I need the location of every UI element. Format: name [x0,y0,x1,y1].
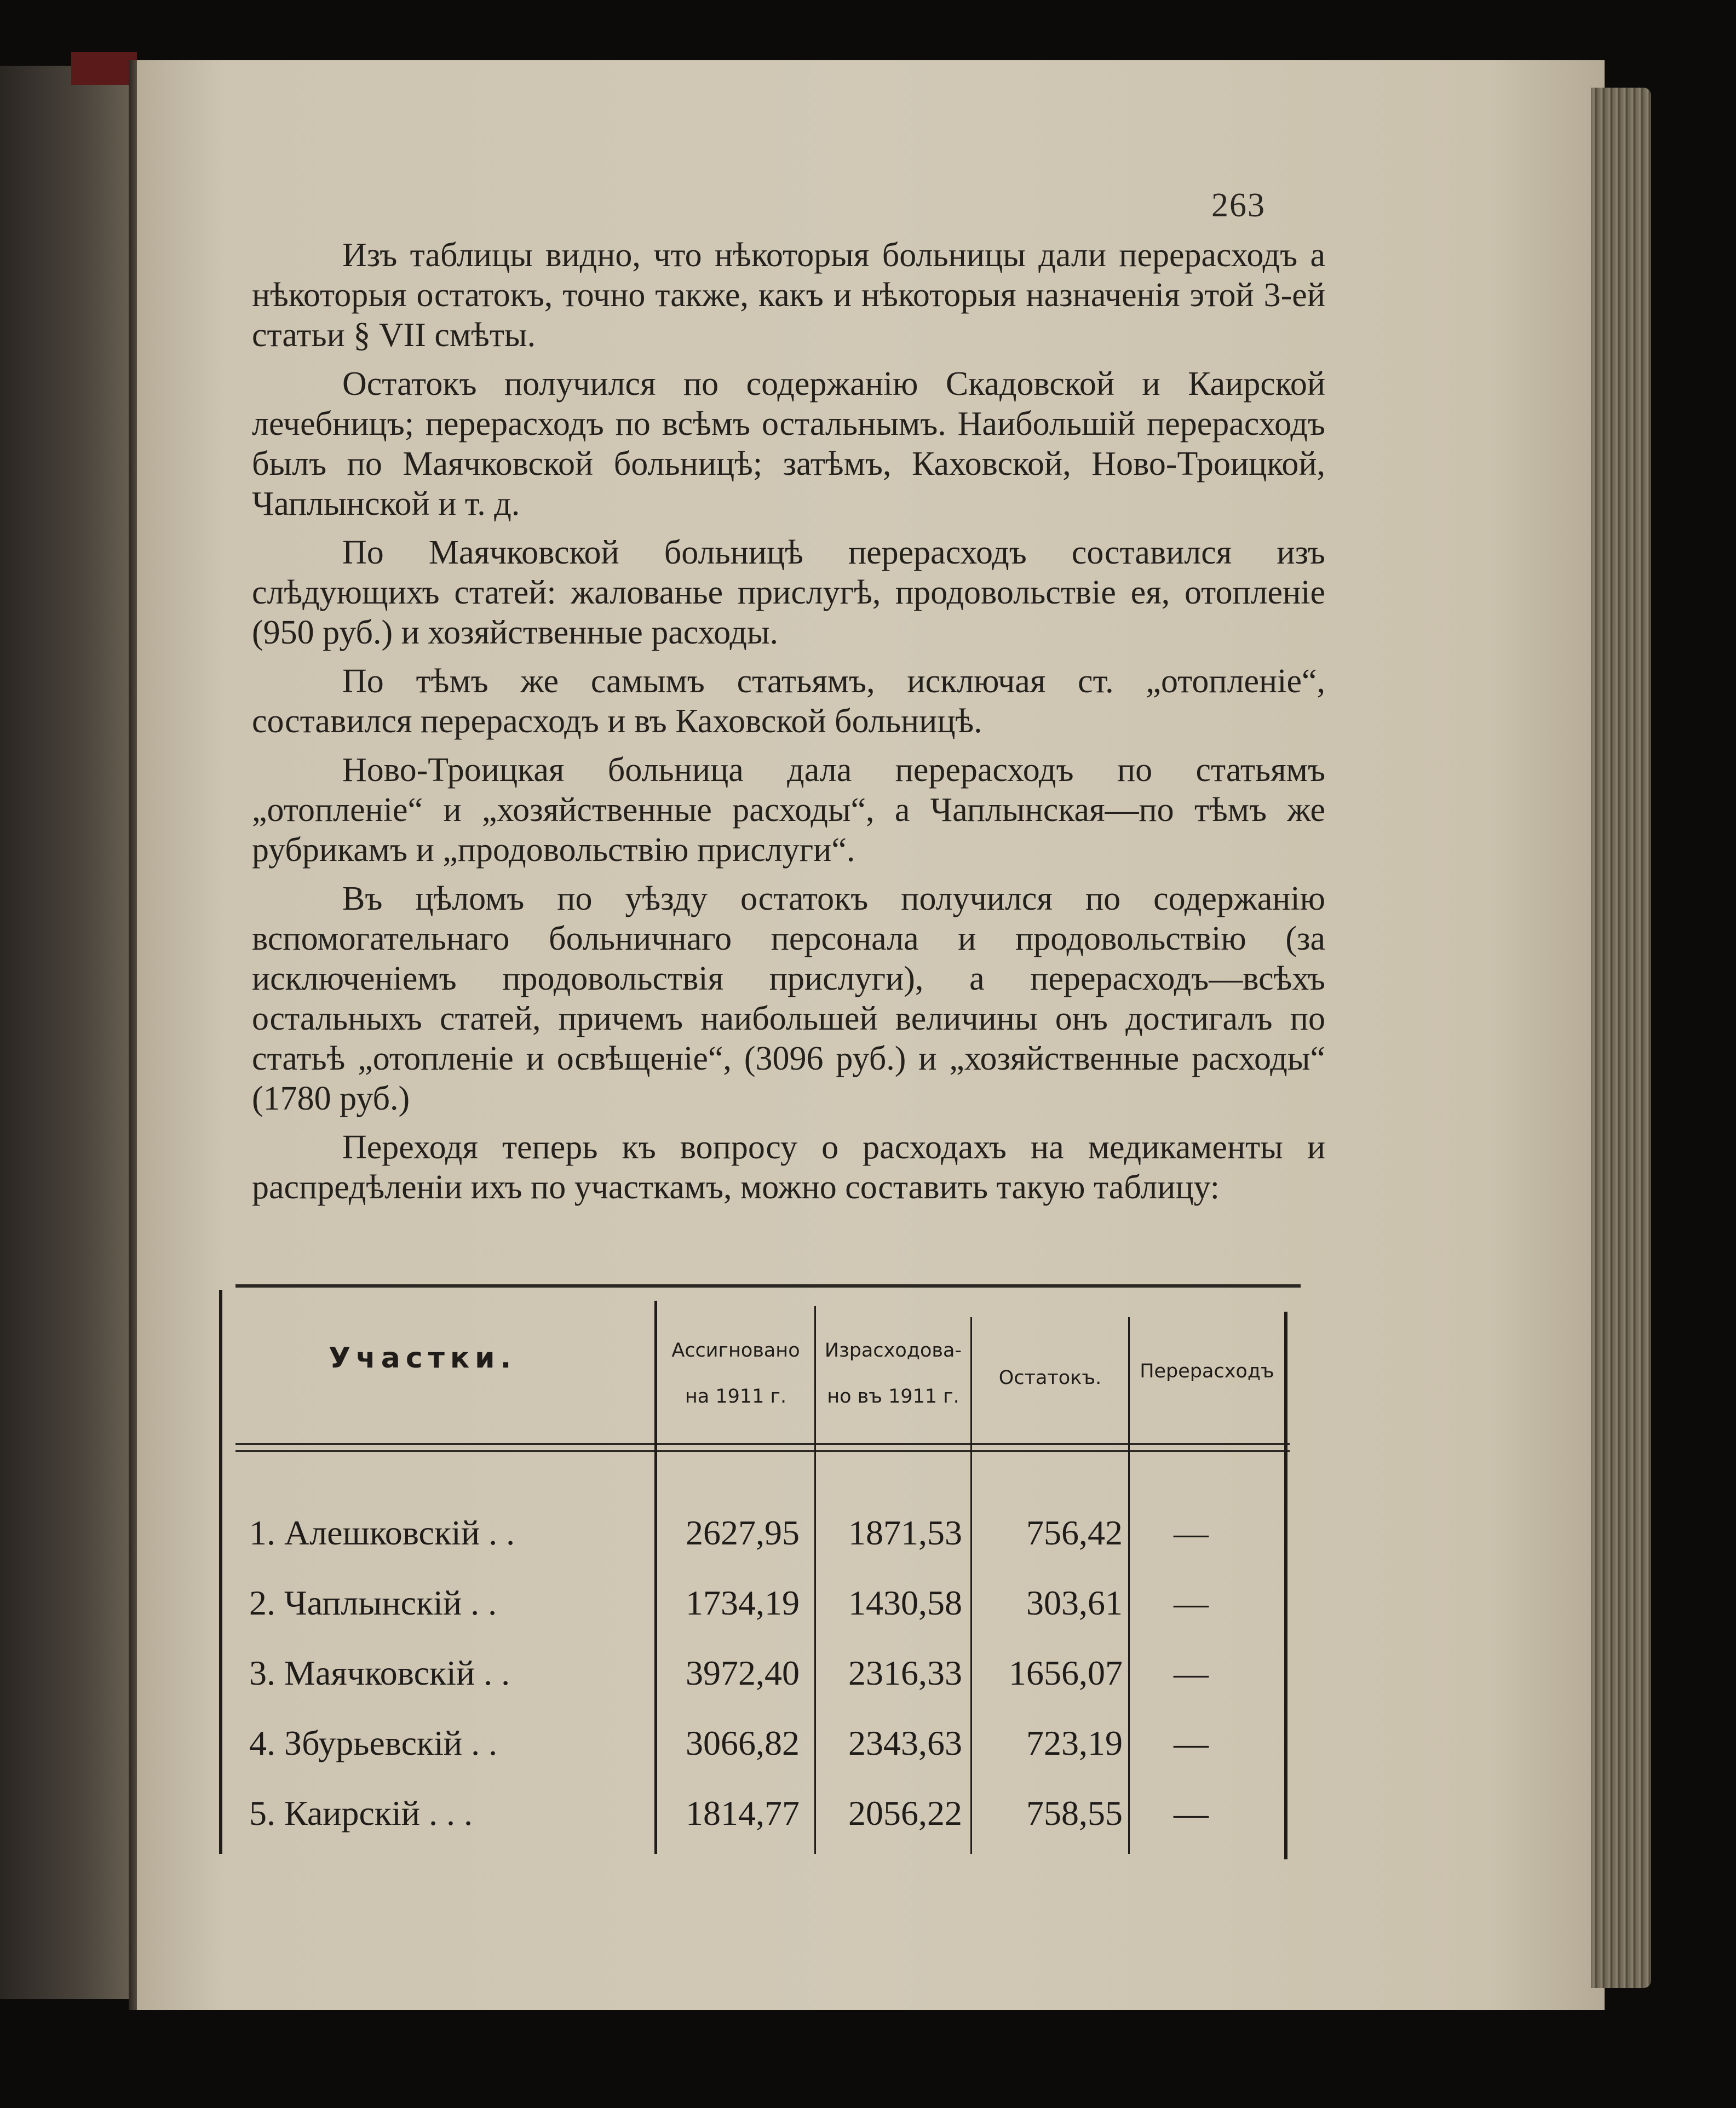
row-overspend: — [1174,1513,1209,1552]
row-spent: 2343,63 [848,1724,962,1762]
row-spent: 1430,58 [848,1583,962,1622]
table-row [219,1778,1298,1848]
paragraph: По Маячковской больницѣ перерасходъ составился изъ слѣдующихъ статей: жалованье прислугѣ, продовольствіе ея, отопленіе (950 руб.) и хозяйственные расходы. [252,534,1325,651]
row-assigned: 3066,82 [686,1724,800,1762]
paragraph: Остатокъ получился по содержанію Скадовской и Каирской лечебницъ; перерасходъ по всѣмъ остальнымъ. Наибольшій перерасходъ былъ по Маячковской больницѣ; затѣмъ, Каховской, Ново-Троицкой, Чаплынской и т. д. [252,365,1325,522]
row-overspend: — [1174,1583,1209,1622]
row-remainder: 1656,07 [1009,1653,1123,1692]
row-remainder: 758,55 [1026,1794,1123,1833]
paragraph: Ново-Троицкая больница дала перерасходъ по статьямъ „отопленіе“ и „хозяйственные расходы“, а Чаплынская—по тѣмъ же рубрикамъ и „продовольствію прислуги“. [252,751,1325,869]
header-assigned-line1: Ассигновано [671,1340,800,1362]
row-assigned: 3972,40 [686,1653,800,1692]
table-row [219,1568,1298,1638]
row-district: 3. Маячковскій . . [249,1653,510,1692]
row-remainder: 303,61 [1026,1583,1123,1622]
left-page-edge [0,66,137,1999]
paragraph: Въ цѣломъ по уѣзду остатокъ получился по содержанію вспомогательнаго больничнаго персонала и продовольствію (за исключеніемъ продовольствія прислуги), а перерасходъ—всѣхъ остальныхъ статей, причемъ наибольшей величины онъ достигалъ по статьѣ „отопленіе и освѣщеніе“, (3096 руб.) и „хозяйственные расходы“ (1780 руб.) [252,880,1325,1117]
body-text [252,236,1325,1216]
header-assigned [657,1334,814,1414]
table-row [219,1708,1298,1778]
page-stack-edges [1591,88,1651,1988]
book-cover-edge [71,52,137,85]
row-district: 5. Каирскій . . . [249,1794,473,1833]
row-remainder: 756,42 [1026,1513,1123,1552]
row-overspend: — [1174,1794,1209,1833]
header-spent [816,1334,970,1414]
medicaments-table [219,1284,1298,1854]
row-spent: 2316,33 [848,1653,962,1692]
table-row [219,1638,1298,1708]
table-header-rule [235,1443,1290,1445]
row-assigned: 2627,95 [686,1513,800,1552]
row-assigned: 1814,77 [686,1794,800,1833]
header-districts: Участки. [329,1342,517,1375]
row-remainder: 723,19 [1026,1724,1123,1762]
paragraph: По тѣмъ же самымъ статьямъ, исключая ст. „отопленіе“, составился перерасходъ и въ Каховской больницѣ. [252,663,1325,740]
row-assigned: 1734,19 [686,1583,800,1622]
table-top-rule [235,1284,1301,1288]
header-overspend: Перерасходъ [1140,1360,1274,1382]
row-spent: 1871,53 [848,1513,962,1552]
table-header-rule-2 [235,1450,1290,1452]
table-row [219,1498,1298,1568]
header-spent-line1: Израсходова- [824,1340,962,1362]
paragraph: Изъ таблицы видно, что нѣкоторыя больницы дали перерасходъ а нѣкоторыя остатокъ, точно также, какъ и нѣкоторыя назначенія этой 3-ей статьи § VII смѣты. [252,237,1325,354]
row-district: 2. Чаплынскій . . [249,1583,497,1622]
page-number: 263 [1211,187,1266,224]
row-overspend: — [1174,1724,1209,1762]
header-assigned-line2: на 1911 г. [685,1386,787,1408]
row-spent: 2056,22 [848,1794,962,1833]
paragraph: Переходя теперь къ вопросу о расходахъ на медикаменты и распредѣленіи ихъ по участкамъ, можно составить такую таблицу: [252,1129,1325,1206]
row-overspend: — [1174,1653,1209,1692]
row-district: 4. Збурьевскій . . [249,1724,498,1762]
header-spent-line2: но въ 1911 г. [827,1386,959,1408]
row-district: 1. Алешковскій . . [249,1513,515,1552]
header-remainder: Остатокъ. [998,1367,1102,1389]
